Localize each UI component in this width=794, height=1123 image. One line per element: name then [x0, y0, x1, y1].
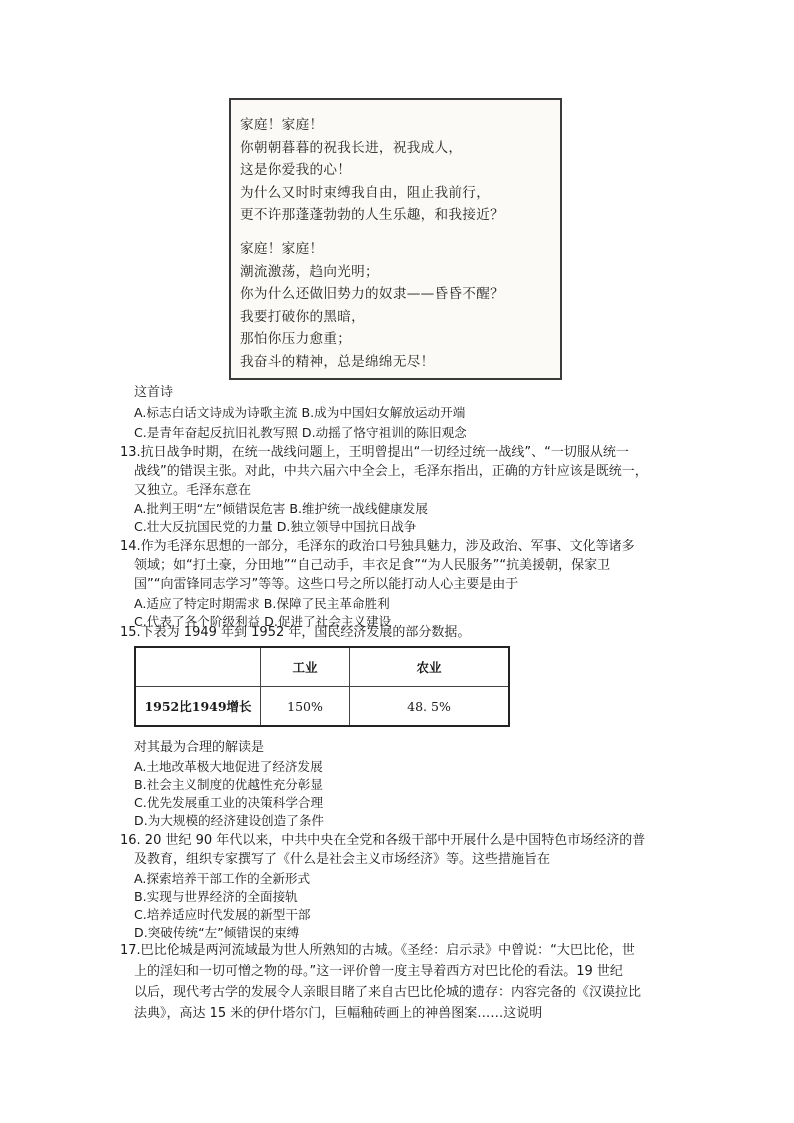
q13-stem-line1: 13.抗日战争时期，在统一战线问题上，王明曾提出“一切经过统一战线”、“一切服从统一 — [120, 445, 629, 460]
q16-stem-line1: 16. 20 世纪 90 年代以来，中共中央在全党和各级干部中开展什么是中国特色市场经济的普 — [120, 833, 646, 848]
q17-stem-line2: 上的淫妇和一切可憎之物的母。”这一评价曾一度主导着西方对巴比伦的看法。19 世纪 — [134, 964, 623, 979]
poem-line: 我要打破你的黑暗， — [240, 308, 366, 325]
poem-line: 为什么又时时束缚我自由，阻止我前行， — [240, 184, 491, 201]
poem-line: 家庭！家庭！ — [240, 240, 324, 257]
q14-options-cd: C.代表了各个阶级利益 D.促进了社会主义建设 — [134, 614, 392, 629]
table-header-industry: 工业 — [261, 647, 350, 687]
q15-stem: 15.下表为 1949 年到 1952 年，国民经济发展的部分数据。 — [120, 625, 471, 640]
stanza-gap — [240, 227, 560, 238]
poem-box — [229, 98, 562, 380]
q17-stem-line4: 法典》，高达 15 米的伊什塔尔门，巨幅釉砖画上的神兽图案……这说明 — [134, 1006, 543, 1021]
q15-option-b: B.社会主义制度的优越性充分彰显 — [134, 777, 323, 792]
q15-question: 对其最为合理的解读是 — [134, 740, 265, 755]
q13-options-cd: C.壮大反抗国民党的力量 D.独立领导中国抗日战争 — [134, 519, 417, 534]
q12-stem: 这首诗 — [134, 385, 174, 400]
q13-options-ab: A.批判王明“左”倾错误危害 B.维护统一战线健康发展 — [134, 501, 428, 516]
poem-line: 这是你爱我的心！ — [240, 162, 352, 179]
q17-stem-line1: 17.巴比伦城是两河流域最为世人所熟知的古城。《圣经：启示录》中曾说：“大巴比伦，世 — [120, 943, 635, 958]
poem-line: 家庭！家庭！ — [240, 117, 324, 133]
table-row-label: 1952比1949增长 — [135, 687, 261, 727]
q12-options-cd: C.是青年奋起反抗旧礼教写照 D.动摇了恪守祖训的陈旧观念 — [134, 425, 467, 440]
q14-stem-line3: 国”“向雷锋同志学习”等等。这些口号之所以能打动人心主要是由于 — [134, 577, 519, 592]
poem-line: 潮流激荡，趋向光明； — [240, 263, 379, 280]
q15-option-c: C.优先发展重工业的决策科学合理 — [134, 795, 324, 810]
table-cell-agriculture: 48. 5% — [350, 687, 510, 727]
table-header-agriculture: 农业 — [350, 647, 510, 687]
table-cell-industry: 150% — [261, 687, 350, 727]
q14-options-ab: A.适应了特定时期需求 B.保障了民主革命胜利 — [134, 596, 390, 611]
q16-option-b: B.实现与世界经济的全面接轨 — [134, 889, 298, 904]
q16-option-c: C.培养适应时代发展的新型干部 — [134, 907, 311, 922]
q14-stem-line1: 14.作为毛泽东思想的一部分，毛泽东的政治口号独具魅力，涉及政治、军事、文化等诸多 — [120, 539, 635, 554]
q17-stem-line3: 以后，现代考古学的发展令人亲眼目睹了来自古巴比伦城的遗存：内容完备的《汉谟拉比 — [134, 985, 642, 1000]
q16-option-a: A.探索培养干部工作的全新形式 — [134, 871, 311, 886]
q15-option-a: A.土地改革极大地促进了经济发展 — [134, 759, 323, 774]
q16-option-d: D.突破传统“左”倾错误的束缚 — [134, 925, 300, 940]
q13-stem-line3: 又独立。毛泽东意在 — [134, 483, 252, 498]
poem-line: 更不许那蓬蓬勃勃的人生乐趣，和我接近？ — [240, 207, 504, 224]
table-header-blank — [135, 647, 261, 687]
q12-options-ab: A.标志白话文诗成为诗歌主流 B.成为中国妇女解放运动开端 — [134, 405, 466, 420]
q13-stem-line2: 战线”的错误主张。对此，中共六届六中全会上，毛泽东指出，正确的方针应该是既统一， — [134, 464, 648, 479]
poem-line: 你朝朝暮暮的祝我长进，祝我成人， — [240, 139, 463, 156]
poem-line: 我奋斗的精神，总是绵绵无尽！ — [240, 353, 435, 370]
q16-stem-line2: 及教育，组织专家撰写了《什么是社会主义市场经济》等。这些措施旨在 — [134, 852, 551, 867]
q14-stem-line2: 领域；如“打土豪，分田地”“自己动手，丰衣足食”“为人民服务”“抗美援朝，保家卫 — [134, 558, 611, 573]
q15-option-d: D.为大规模的经济建设创造了条件 — [134, 813, 325, 828]
poem-line: 你为什么还做旧势力的奴隶——昏昏不醒？ — [240, 286, 504, 303]
economy-table — [134, 646, 510, 727]
poem-line: 那怕你压力愈重； — [240, 331, 352, 348]
